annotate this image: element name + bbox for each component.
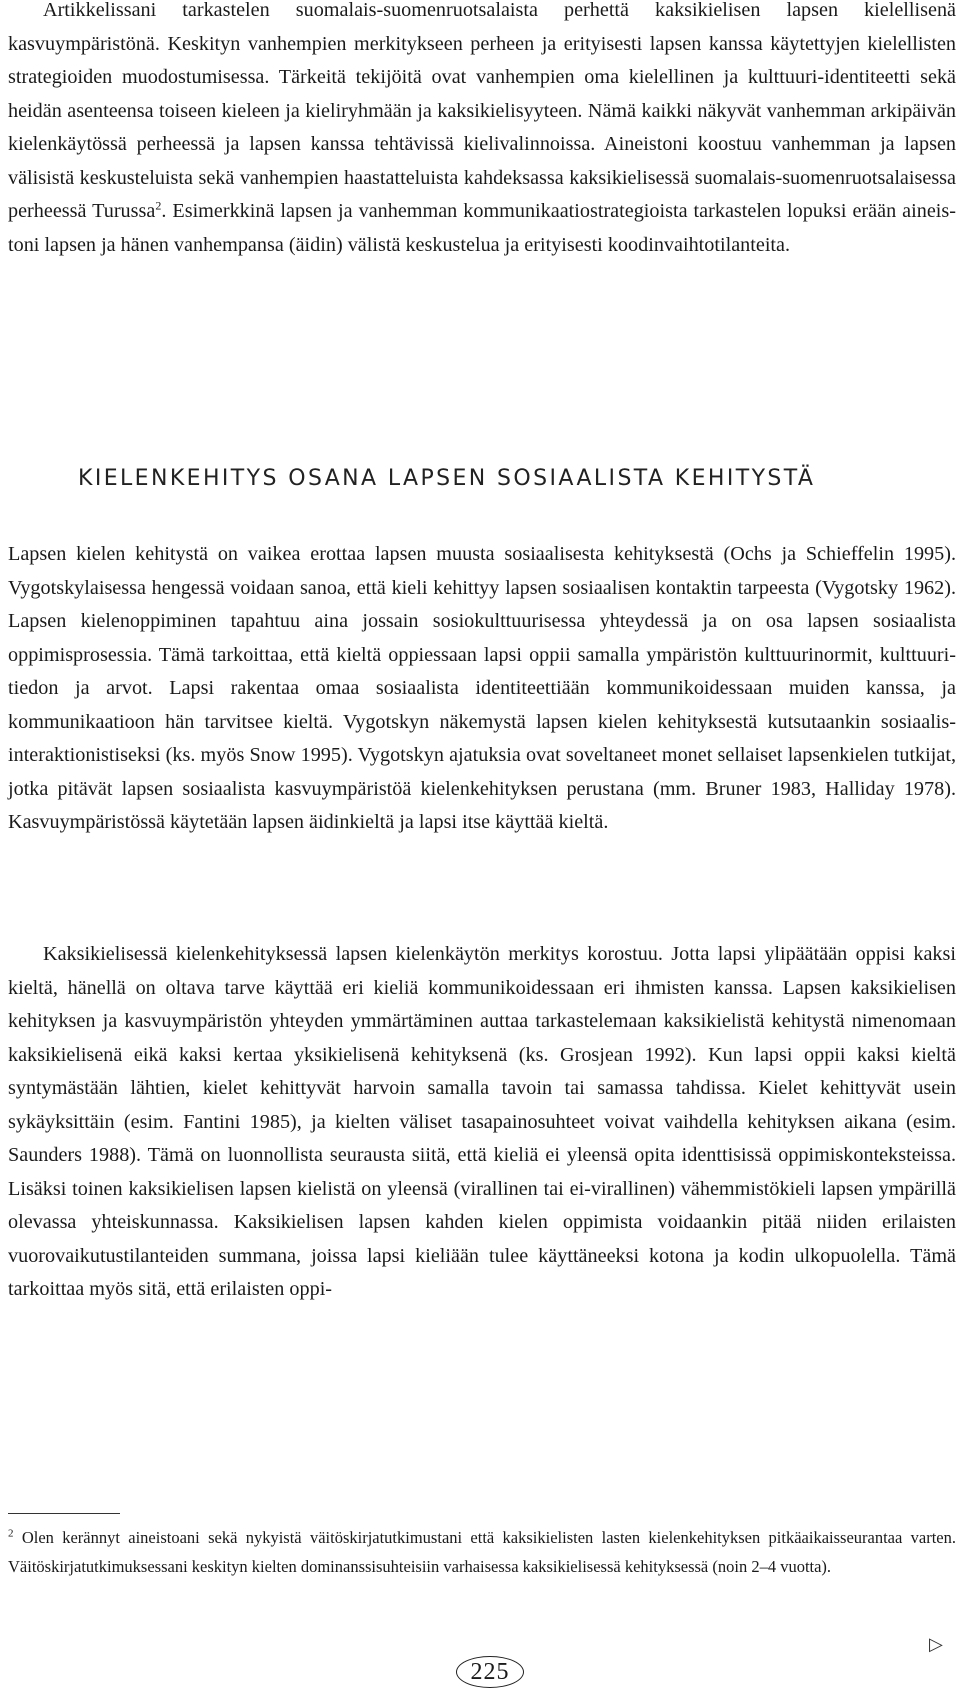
footnote-divider [8,1513,120,1514]
continue-arrow-icon: ▷ [929,1634,943,1655]
footnote-reference[interactable]: 2 [155,198,162,213]
intro-text-part-2: . Esimerkkinä lapsen ja vanhemman kommunikaatiostrategioista tarkastelen lopuksi erään aineistoni lapsen ja hänen vanhempansa (äidin) välistä keskustelua ja erityisesti koodinvaihtotilanteita. [8,200,956,256]
footnote [8,1523,956,1581]
intro-text-part-1: Artikkelissani tarkastelen suomalais-suomenruotsalaista perhettä kaksikielisen lapsen kielellisenä kasvuympäristönä. Keskityn vanhempien merkitykseen perheen ja erityisesti lapsen kanssa käytettyjen kielellisten strategioiden muodostumisessa. Tärkeitä tekijöitä ovat vanhempien oma kielellinen ja kulttuuri-identiteetti sekä heidän asenteensa toiseen kieleen ja kieliryhmään ja kaksikielisyyteen. Nämä kaikki näkyvät vanhemman arkipäivän kielenkäytössä perheessä ja lapsen kanssa tehtävissä kielivalinnoissa. Aineistoni koostuu vanhemman ja lapsen välisistä keskusteluista sekä vanhempien haastatteluista kahdeksassa kaksikielisessä suomalais-suomenruotsalaisessa perheessä Turussa [8,0,956,222]
intro-paragraph [8,0,956,262]
page-number-text: 225 [470,1658,510,1685]
page-number [456,1656,524,1688]
body-paragraph-2: Kaksikielisessä kielenkehityksessä lapsen kielenkäytön merkitys korostuu. Jotta lapsi ylipäätään oppisi kaksi kieltä, hänellä on oltava tarve käyttää eri kieliä kommunikoidessaan eri ihmisten kanssa. Lapsen kaksikielisen kehityksen ja kasvuympäristön yhteyden ymmärtäminen auttaa tarkastelemaan kaksikielistä kehitystä nimenomaan kaksikielisenä eikä kaksi kertaa yksikielisenä kehityksenä (ks. Grosjean 1992). Kun lapsi oppii kaksi kieltä syntymästään lähtien, kielet kehittyvät harvoin samalla tavoin tai samassa tahdissa. Kielet kehittyvät usein sykäyksittäin (esim. Fantini 1985), ja kielten väliset tasapainosuhteet voivat vaihdella kehityksen aikana (esim. Saunders 1988). Tämä on luonnollista seurausta siitä, että kieliä ei yleensä opita identtisissä oppimiskonteksteissa. Lisäksi toinen kaksikielisen lapsen kielistä on yleensä (virallinen tai ei-virallinen) vähemmistökieli lapsen ympärillä olevassa yhteiskunnassa. Kaksikielisen lapsen kahden kielen oppimista voidaankin pitää niiden erilaisten vuorovaikutustilanteiden summana, joissa lapsi kieliään tulee käyttäneeksi kotona ja kodin ulkopuolella. Tämä tarkoittaa myös sitä, että erilaisten oppi- [8,943,956,1300]
footnote-text: Olen kerännyt aineistoani sekä nykyistä väitöskirjatutkimustani että kaksikielisten lasten kielenkehityksen pitkäaikaisseurantaa varten. Väitöskirjatutkimuksessani keskityn kielten dominanssisuhteisiin varhaisessa kaksikielisessä kehityksessä (noin 2–4 vuotta). [8,1528,956,1576]
section-heading: KIELENKEHITYS OSANA LAPSEN SOSIAALISTA KEHITYSTÄ [78,466,816,491]
footnote-marker: 2 [8,1527,14,1540]
body-paragraph-1: Lapsen kielen kehitystä on vaikea erottaa lapsen muusta sosiaalisesta kehityksestä (Ochs ja Schieffelin 1995). Vygotskylaisessa hengessä voidaan sanoa, että kieli kehittyy lapsen sosiaalisen kontaktin tarpeesta (Vygotsky 1962). Lapsen kielenoppiminen tapahtuu aina jossain sosiokulttuurisessa yhteydessä ja on osa lapsen sosiaalista oppimisprosessia. Tämä tarkoittaa, että kieltä oppiessaan lapsi oppii samalla ympäristön kulttuurinormit, kulttuuritiedon ja arvot. Lapsi rakentaa omaa sosiaalista identiteettiään kommunikoidessaan muiden kanssa, ja kommunikaatioon hän tarvitsee kieltä. Vygotskyn näkemystä lapsen kielen kehityksestä kutsutaankin sosiaalis-interaktionistiseksi (ks. myös Snow 1995). Vygotskyn ajatuksia ovat soveltaneet monet sellaiset lapsenkielen tutkijat, jotka pitävät lapsen sosiaalista kasvuympäristöä kielenkehityksen perustana (mm. Bruner 1983, Halliday 1978). Kasvuympäristössä käytetään lapsen äidinkieltä ja lapsi itse käyttää kieltä. [8,543,956,833]
